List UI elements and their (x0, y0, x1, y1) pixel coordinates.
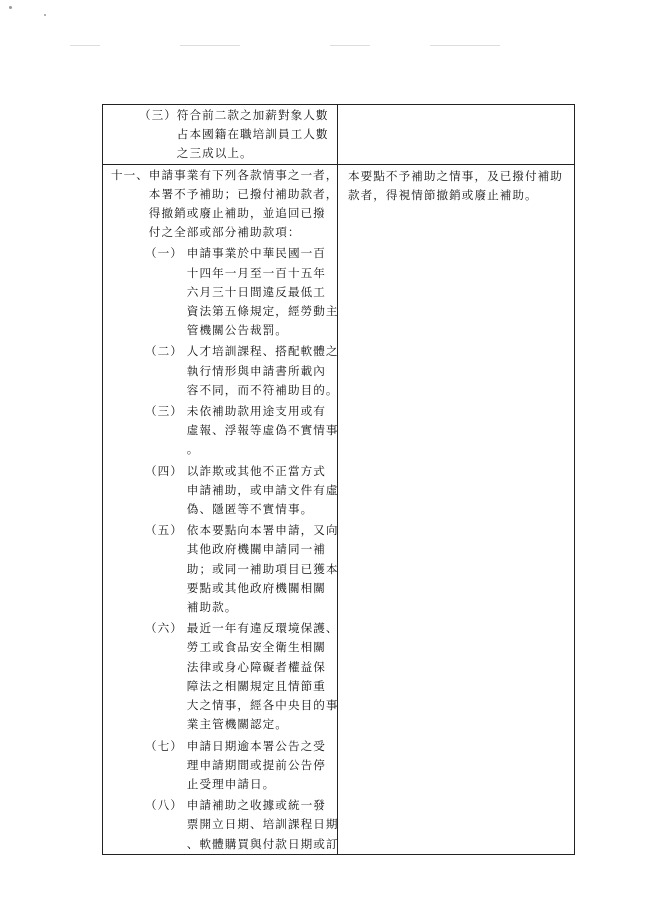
item-number: （四） (145, 463, 183, 478)
text-line: 止受理申請日。 (186, 776, 276, 791)
table-row (103, 105, 575, 165)
item-number: （二） (145, 344, 183, 359)
text-line: 。 (186, 442, 200, 457)
list-item (145, 521, 337, 617)
text-line: 占本國籍在職培訓員工人數 (176, 127, 329, 142)
text-line: 障法之相關規定且情節重 (186, 678, 326, 693)
text-line: 符合前二款之加薪對象人數 (176, 108, 329, 122)
text-line: 要點或其他政府機關相關 (186, 580, 326, 595)
text-line: 補助款。 (186, 600, 238, 615)
text-line: 申請事業有下列各款情事之一者， (148, 167, 339, 182)
list-item (145, 619, 337, 734)
text-line: 票開立日期、培訓課程日期 (186, 817, 339, 832)
text-line: 未依補助款用途支用或有 (186, 404, 326, 419)
scan-line (330, 45, 370, 46)
explanation-line: 本要點不予補助之情事，及已撥付補助 (348, 168, 563, 183)
text-line: 十四年一月至一百十五年 (186, 265, 326, 280)
section-heading (111, 166, 337, 243)
text-line: 最近一年有違反環境保護、 (186, 621, 339, 636)
scan-line (70, 45, 100, 46)
text-line: 得撤銷或廢止補助，並追回已撥 (148, 206, 326, 221)
scan-line (180, 45, 240, 46)
text-line: 人才培訓課程、搭配軟體之 (186, 344, 339, 359)
scan-speck (9, 6, 12, 9)
item-number: （八） (145, 798, 183, 813)
item-number: （三） (145, 404, 183, 419)
text-line: 依本要點向本署申請，又向 (186, 523, 339, 538)
list-item (145, 462, 337, 520)
item-number: （一） (145, 246, 183, 261)
text-line: 申請日期逾本署公告之受 (186, 738, 326, 753)
text-line: 偽、隱匿等不實情事。 (186, 502, 314, 517)
list-item (145, 244, 337, 340)
text-line: 申請補助，或申請文件有虛 (186, 482, 339, 497)
text-line: 虛報、浮報等虛偽不實情事 (186, 423, 339, 438)
scan-speck (44, 14, 46, 16)
list-item (139, 106, 337, 164)
item-number: （五） (145, 523, 183, 538)
text-line: 法律或身心障礙者權益保 (186, 659, 326, 674)
provision-cell (103, 105, 338, 165)
text-line: 申請補助之收據或統一發 (186, 798, 326, 813)
item-number: （六） (145, 621, 183, 636)
text-line: 付之全部或部分補助款項： (148, 225, 301, 240)
text-line: 執行情形與申請書所載內 (186, 363, 326, 378)
text-line: 其他政府機關申請同一補 (186, 542, 326, 557)
item-number: （三） (139, 108, 177, 122)
text-line: 勞工或食品安全衛生相關 (186, 640, 326, 655)
text-line: 之三成以上。 (176, 146, 253, 161)
text-line: 管機關公告裁罰。 (186, 323, 288, 338)
explanation-cell (338, 164, 575, 854)
section-number: 十一、 (111, 167, 149, 182)
text-line: 申請事業於中華民國一百 (186, 246, 326, 261)
provision-cell (103, 164, 338, 854)
list-item (145, 796, 337, 854)
list-item (145, 402, 337, 460)
list-item (145, 737, 337, 795)
text-line: 本署不予補助；已撥付補助款者， (148, 186, 339, 201)
explanation-cell (338, 105, 575, 165)
item-number: （七） (145, 738, 183, 753)
list-item (145, 342, 337, 400)
text-line: 以詐欺或其他不正當方式 (186, 463, 326, 478)
explanation-line: 款者，得視情節撤銷或廢止補助。 (348, 187, 538, 202)
text-line: 理申請期間或提前公告停 (186, 757, 326, 772)
text-line: 資法第五條規定，經勞動主 (186, 304, 339, 319)
text-line: 業主管機關認定。 (186, 717, 288, 732)
text-line: 助；或同一補助項目已獲本 (186, 561, 339, 576)
scan-line (430, 45, 500, 46)
text-line: 大之情事，經各中央目的事 (186, 698, 339, 713)
text-line: 容不同，而不符補助目的。 (186, 382, 339, 397)
text-line: 、軟體購買與付款日期或訂 (186, 836, 339, 851)
text-line: 六月三十日間違反最低工 (186, 284, 326, 299)
table-row (103, 164, 575, 854)
regulation-table (102, 104, 575, 855)
